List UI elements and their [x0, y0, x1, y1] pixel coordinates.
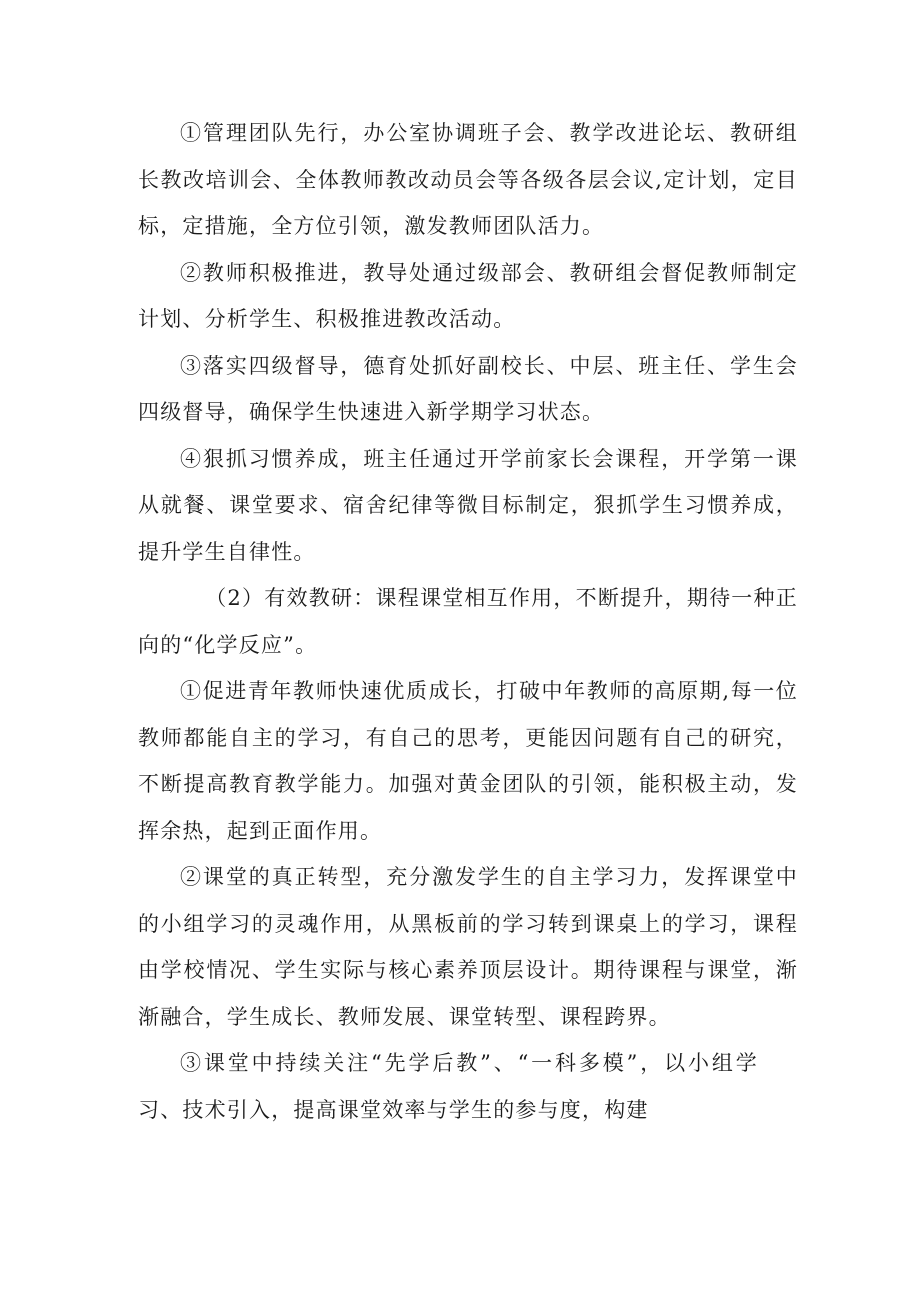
- document-body: [138, 110, 798, 1133]
- paragraph-classroom-transformation: ②课堂的真正转型，充分激发学生的自主学习力，发挥课堂中的小组学习的灵魂作用，从黑板前的学习转到课桌上的学习，课程由学校情况、学生实际与核心素养顶层设计。期待课程与课堂，渐渐融合，学生成长、教师发展、课堂转型、课程跨界。: [138, 865, 798, 1029]
- paragraph-learn-then-teach: ③课堂中持续关注“先学后教”、“一科多模”，以小组学习、技术引入，提高课堂效率与学生的参与度，构建: [138, 1051, 758, 1122]
- paragraph-four-level-supervision: ③落实四级督导，德育处抓好副校长、中层、班主任、学生会四级督导，确保学生快速进入新学期学习状态。: [138, 353, 798, 424]
- paragraph-management-team: ①管理团队先行，办公室协调班子会、教学改进论坛、教研组长教改培训会、全体教师教改动员会等各级各层会议,定计划，定目标，定措施，全方位引领，激发教师团队活力。: [138, 121, 798, 238]
- paragraph-habit-formation: ④狠抓习惯养成，班主任通过开学前家长会课程，开学第一课从就餐、课堂要求、宿舍纪律等微目标制定，狠抓学生习惯养成，提升学生自律性。: [138, 446, 798, 564]
- paragraph-teacher-growth: ①促进青年教师快速优质成长，打破中年教师的高原期,每一位教师都能自主的学习，有自己的思考，更能因问题有自己的研究，不断提高教育教学能力。加强对黄金团队的引领，能积极主动，发挥余热，起到正面作用。: [138, 679, 798, 843]
- section-heading-effective-research: （2）有效教研：课程课堂相互作用，不断提升，期待一种正向的“化学反应”。: [138, 586, 798, 657]
- paragraph-teacher-promotion: ②教师积极推进，教导处通过级部会、教研组会督促教师制定计划、分析学生、积极推进教改活动。: [138, 260, 798, 331]
